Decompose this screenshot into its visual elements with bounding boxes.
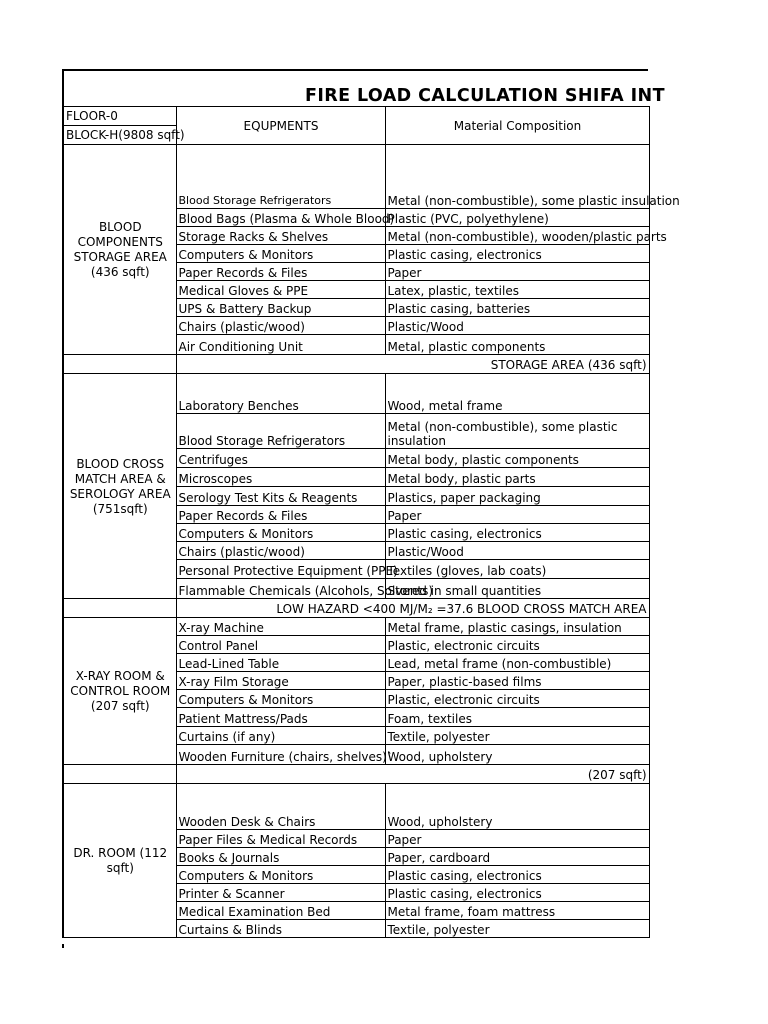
material-cell[interactable]: Paper: [385, 506, 649, 524]
equipment-cell[interactable]: Centrifuges: [176, 449, 385, 468]
equipment-cell[interactable]: Books & Journals: [176, 848, 385, 866]
section-summary[interactable]: STORAGE AREA (436 sqft): [176, 355, 649, 374]
equipment-cell[interactable]: Chairs (plastic/wood): [176, 317, 385, 335]
equipment-cell[interactable]: Personal Protective Equipment (PPE): [176, 560, 385, 579]
material-cell[interactable]: Paper: [385, 830, 649, 848]
material-cell[interactable]: Plastic/Wood: [385, 542, 649, 560]
section-summary-row: [63, 599, 649, 618]
material-cell[interactable]: Metal (non-combustible), wooden/plastic parts: [385, 227, 649, 245]
equipment-cell[interactable]: Medical Gloves & PPE: [176, 281, 385, 299]
area-name-cell[interactable]: X-RAY ROOM & CONTROL ROOM (207 sqft): [63, 618, 176, 765]
material-cell[interactable]: Metal frame, plastic casings, insulation: [385, 618, 649, 636]
material-cell[interactable]: Paper: [385, 263, 649, 281]
section-summary[interactable]: LOW HAZARD <400 MJ/M₂ =37.6 BLOOD CROSS MATCH AREA: [176, 599, 649, 618]
equipment-cell[interactable]: Wooden Desk & Chairs: [176, 784, 385, 830]
equipment-cell[interactable]: Blood Storage Refrigerators: [176, 145, 385, 209]
equipment-cell[interactable]: Computers & Monitors: [176, 690, 385, 708]
equipment-cell[interactable]: Laboratory Benches: [176, 374, 385, 414]
equipment-cell[interactable]: Computers & Monitors: [176, 245, 385, 263]
material-cell[interactable]: Wood, upholstery: [385, 745, 649, 765]
block-label[interactable]: BLOCK-H(9808 sqft): [63, 126, 176, 145]
material-cell[interactable]: Plastic, electronic circuits: [385, 636, 649, 654]
material-cell[interactable]: Plastic (PVC, polyethylene): [385, 209, 649, 227]
title-bar: [62, 69, 665, 106]
section-summary-row: [63, 765, 649, 784]
summary-blank-cell[interactable]: [63, 765, 176, 784]
material-cell[interactable]: Textile, polyester: [385, 727, 649, 745]
material-header[interactable]: Material Composition: [385, 107, 649, 145]
material-cell[interactable]: Plastic/Wood: [385, 317, 649, 335]
sheet-title: FIRE LOAD CALCULATION SHIFA INT: [305, 86, 665, 106]
material-cell[interactable]: Plastic, electronic circuits: [385, 690, 649, 708]
equipment-cell[interactable]: Paper Records & Files: [176, 506, 385, 524]
summary-blank-cell[interactable]: [63, 599, 176, 618]
summary-blank-cell[interactable]: [63, 355, 176, 374]
table-row: [63, 145, 649, 209]
table-row: [63, 784, 649, 830]
section-summary[interactable]: (207 sqft): [176, 765, 649, 784]
material-cell[interactable]: Metal, plastic components: [385, 335, 649, 355]
equipment-cell[interactable]: Paper Records & Files: [176, 263, 385, 281]
material-cell[interactable]: Plastic casing, electronics: [385, 884, 649, 902]
equipment-cell[interactable]: Control Panel: [176, 636, 385, 654]
equipment-cell[interactable]: UPS & Battery Backup: [176, 299, 385, 317]
equipment-cell[interactable]: Chairs (plastic/wood): [176, 542, 385, 560]
area-name-cell[interactable]: DR. ROOM (112 sqft): [63, 784, 176, 938]
table-row: [63, 618, 649, 636]
equipment-cell[interactable]: Microscopes: [176, 468, 385, 487]
equipment-cell[interactable]: Air Conditioning Unit: [176, 335, 385, 355]
equipment-cell[interactable]: Blood Storage Refrigerators: [176, 414, 385, 449]
equipment-cell[interactable]: Patient Mattress/Pads: [176, 708, 385, 727]
equipment-cell[interactable]: X-ray Film Storage: [176, 672, 385, 690]
equipment-cell[interactable]: Computers & Monitors: [176, 866, 385, 884]
equipment-cell[interactable]: Curtains (if any): [176, 727, 385, 745]
material-cell[interactable]: Paper, cardboard: [385, 848, 649, 866]
area-name-cell[interactable]: BLOOD CROSS MATCH AREA & SEROLOGY AREA (751sqft): [63, 374, 176, 599]
material-cell[interactable]: Metal (non-combustible), some plastic insulation: [385, 414, 649, 449]
equipment-cell[interactable]: Wooden Furniture (chairs, shelves)`: [176, 745, 385, 765]
material-cell[interactable]: Textile, polyester: [385, 920, 649, 938]
material-cell[interactable]: Latex, plastic, textiles: [385, 281, 649, 299]
floor-label[interactable]: FLOOR-0: [63, 107, 176, 126]
equipment-cell[interactable]: Serology Test Kits & Reagents: [176, 487, 385, 506]
material-cell[interactable]: Metal body, plastic components: [385, 449, 649, 468]
table-body: [63, 107, 680, 938]
material-cell[interactable]: Foam, textiles: [385, 708, 649, 727]
material-cell[interactable]: Metal (non-combustible), some plastic insulation: [385, 145, 649, 209]
equipment-cell[interactable]: Printer & Scanner: [176, 884, 385, 902]
section-summary-row: [63, 355, 649, 374]
equipment-cell[interactable]: Storage Racks & Shelves: [176, 227, 385, 245]
material-cell[interactable]: Plastic casing, electronics: [385, 866, 649, 884]
material-cell[interactable]: Lead, metal frame (non-combustible): [385, 654, 649, 672]
equipment-table: [62, 106, 680, 938]
material-cell[interactable]: Plastic casing, electronics: [385, 524, 649, 542]
fire-load-sheet: [62, 69, 680, 938]
equipment-cell[interactable]: Flammable Chemicals (Alcohols, Solvents): [176, 579, 385, 599]
area-name-cell[interactable]: BLOOD COMPONENTS STORAGE AREA (436 sqft): [63, 145, 176, 355]
equipment-cell[interactable]: Medical Examination Bed: [176, 902, 385, 920]
equipment-cell[interactable]: Lead-Lined Table: [176, 654, 385, 672]
equipment-cell[interactable]: Blood Bags (Plasma & Whole Blood): [176, 209, 385, 227]
material-cell[interactable]: Metal body, plastic parts: [385, 468, 649, 487]
material-cell[interactable]: Metal frame, foam mattress: [385, 902, 649, 920]
material-cell[interactable]: Paper, plastic-based films: [385, 672, 649, 690]
material-cell[interactable]: Plastic casing, electronics: [385, 245, 649, 263]
equipment-cell[interactable]: Computers & Monitors: [176, 524, 385, 542]
material-cell[interactable]: Plastic casing, batteries: [385, 299, 649, 317]
table-row: [63, 374, 649, 414]
material-cell[interactable]: Plastics, paper packaging: [385, 487, 649, 506]
material-cell[interactable]: Textiles (gloves, lab coats): [385, 560, 649, 579]
material-cell[interactable]: Stored in small quantities: [385, 579, 649, 599]
material-cell[interactable]: Wood, metal frame: [385, 374, 649, 414]
equipment-cell[interactable]: Curtains & Blinds: [176, 920, 385, 938]
left-border-end: [62, 944, 64, 948]
header-row: [63, 107, 649, 126]
material-cell[interactable]: Wood, upholstery: [385, 784, 649, 830]
equipments-header[interactable]: EQUPMENTS: [176, 107, 385, 145]
equipment-cell[interactable]: X-ray Machine: [176, 618, 385, 636]
equipment-cell[interactable]: Paper Files & Medical Records: [176, 830, 385, 848]
